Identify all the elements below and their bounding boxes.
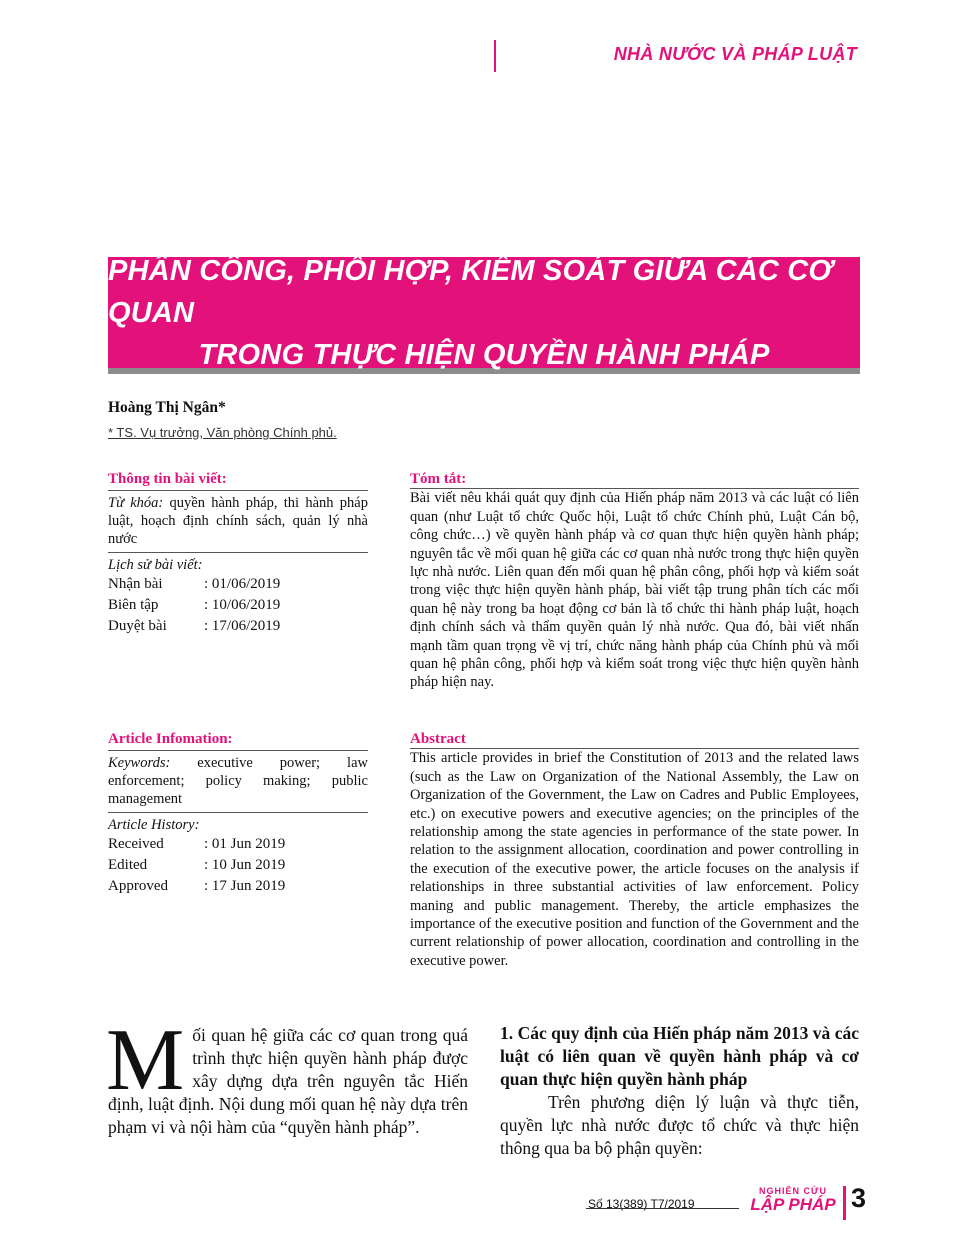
- divider: [108, 490, 368, 491]
- en-abstract-text: This article provides in brief the Constitution of 2013 and the related laws (such as the Law on Organization of the National Assembly, the Law on Organization of the Government, the Law on Cadres and Public Employees, etc.) on executive powers and executive agencies; on the principles of the relationship among the state agencies in performance of the state power. In relation to the assignment allocation, coordination and power controlling in the execution of the executive power, the article focuses on the analysis if relationships in three substantial activities of law enforcement. Policy maning and public management. Thereby, the article emphasizes the importance of the executive position and function of the Government and the current relationship of power allocation, coordination and controlling in the executive power.: [410, 750, 859, 969]
- en-abstract: [410, 730, 859, 970]
- en-keywords-label: Keywords:: [108, 755, 171, 771]
- footer-accent-bar: [843, 1186, 846, 1220]
- en-history-row: [108, 855, 368, 876]
- vi-abstract-heading: Tóm tắt:: [410, 471, 467, 487]
- body-intro: [106, 1012, 468, 1139]
- vi-keywords-text: quyền hành pháp, thi hành pháp luật, hoạch định chính sách, quản lý nhà nước: [108, 495, 368, 547]
- history-key: Received: [108, 836, 164, 852]
- history-value: : 17/06/2019: [204, 618, 281, 634]
- logo-bottom-text: LẬP PHÁP: [750, 1195, 836, 1214]
- history-value: : 01/06/2019: [204, 576, 281, 592]
- en-keywords-text: executive power; law enforcement; policy making; public management: [108, 755, 368, 807]
- en-info-heading: Article Infomation:: [108, 731, 233, 747]
- vi-history-row: [108, 616, 368, 637]
- history-value: : 10/06/2019: [204, 597, 281, 613]
- en-history-label: Article History:: [108, 817, 200, 833]
- title-line-1: PHÂN CÔNG, PHỐI HỢP, KIỂM SOÁT GIỮA CÁC CƠ QUAN: [108, 254, 833, 329]
- intro-text: ối quan hệ giữa các cơ quan trong quá trình thực hiện quyền hành pháp được xây dựng dựa trên nguyên tắc Hiến định, luật định. Nội dung mối quan hệ này dựa trên phạm vi và nội hàm của “quyền hành pháp”.: [108, 1025, 468, 1137]
- vi-abstract: [410, 470, 859, 692]
- section-1-text: Trên phương diện lý luận và thực tiễn, quyền lực nhà nước được tổ chức và thực hiện thông qua ba bộ phận quyền:: [500, 1092, 859, 1158]
- page-number: 3: [851, 1183, 867, 1213]
- vi-keywords-label: Từ khóa:: [108, 495, 164, 511]
- vi-keywords: [108, 494, 368, 548]
- history-value: : 10 Jun 2019: [204, 857, 286, 873]
- history-key: Biên tập: [108, 597, 159, 613]
- history-key: Duyệt bài: [108, 618, 167, 634]
- vi-history-row: [108, 595, 368, 616]
- en-article-info: [108, 730, 368, 897]
- section-1-title: 1. Các quy định của Hiến pháp năm 2013 và các luật có liên quan về quyền hành pháp và cơ quan thực hiện quyền hành pháp: [500, 1023, 859, 1089]
- en-history-row: [108, 876, 368, 897]
- history-key: Nhận bài: [108, 576, 163, 592]
- en-history-row: [108, 834, 368, 855]
- vi-history-label: Lịch sử bài viết:: [108, 557, 203, 573]
- section-name: NHÀ NƯỚC VÀ PHÁP LUẬT: [613, 44, 857, 64]
- divider: [108, 750, 368, 751]
- history-key: Approved: [108, 878, 168, 894]
- journal-logo: [748, 1186, 838, 1214]
- vi-info-heading: Thông tin bài viết:: [108, 471, 227, 487]
- body-section-1: [500, 1022, 859, 1160]
- vi-abstract-text: Bài viết nêu khái quát quy định của Hiến pháp năm 2013 và các luật có liên quan (như Luật tổ chức Quốc hội, Luật tổ chức Chính phủ, Luật Cán bộ, công chức…) về quyền hành pháp và cơ quan thực hiện quyền hành pháp; nguyên tắc về mối quan hệ giữa các cơ quan nhà nước trong thực hiện quyền lực nhà nước. Liên quan đến mối quan hệ phân công, phối hợp và kiểm soát trong việc thực hiện quyền hành pháp, bài viết tập trung phân tích các mối quan hệ này trong ba hoạt động cơ bản là tổ chức thi hành pháp luật, hoạch định chính sách và thẩm quyền quản lý nhà nước. Qua đó, bài viết nhấn mạnh tầm quan trọng về vị trí, chức năng hành pháp của Chính phủ và mối quan hệ phân công, phối hợp và kiểm soát trong việc thực hiện quyền hành pháp hiện nay.: [410, 490, 859, 691]
- section-header: [494, 40, 969, 72]
- title-line-2: TRONG THỰC HIỆN QUYỀN HÀNH PHÁP: [198, 338, 770, 371]
- history-value: : 01 Jun 2019: [204, 836, 286, 852]
- divider: [108, 812, 368, 813]
- divider: [108, 552, 368, 553]
- logo-top-text: NGHIÊN CỨU: [759, 1186, 827, 1196]
- en-keywords: [108, 754, 368, 808]
- title-band: [108, 254, 860, 374]
- history-value: : 17 Jun 2019: [204, 878, 286, 894]
- history-key: Edited: [108, 857, 148, 873]
- vi-history-row: [108, 574, 368, 595]
- vi-article-info: [108, 470, 368, 637]
- drop-cap: M: [106, 1012, 185, 1109]
- author-affiliation: * TS. Vụ trưởng, Văn phòng Chính phủ.: [108, 425, 337, 440]
- issue-number: Số 13(389) T7/2019: [588, 1197, 695, 1211]
- author-name: Hoàng Thị Ngân*: [108, 399, 226, 416]
- en-abstract-heading: Abstract: [410, 731, 466, 747]
- divider: [586, 1208, 739, 1209]
